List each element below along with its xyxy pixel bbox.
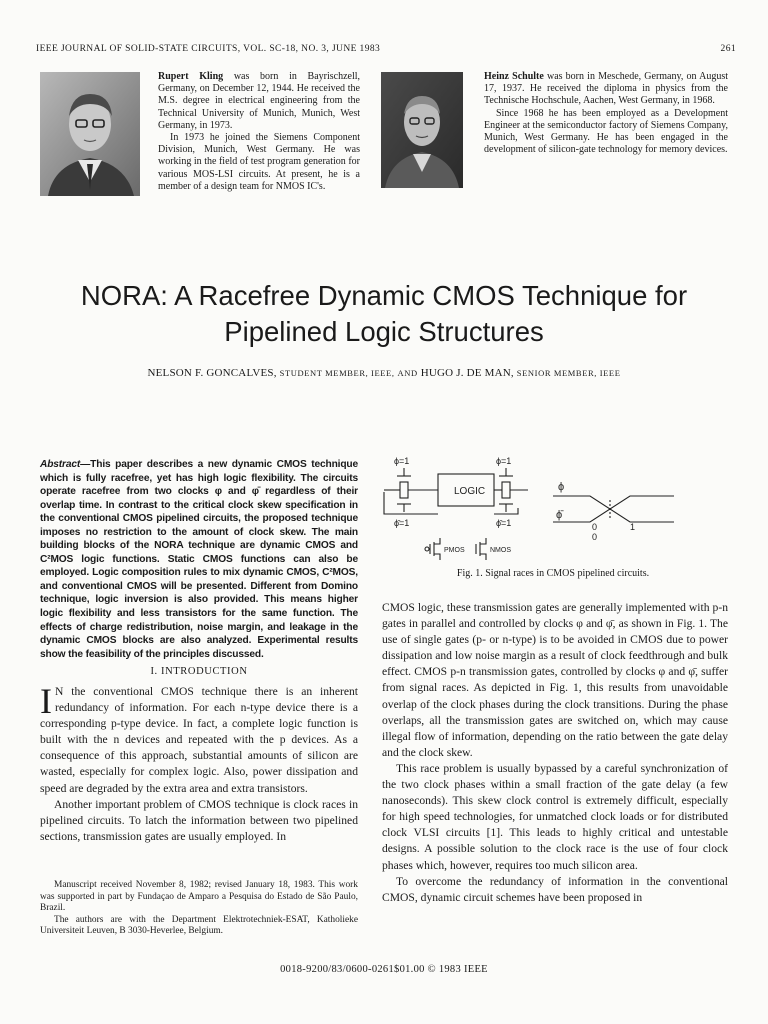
- footnote-affiliation: The authors are with the Department Elektrotechniek-ESAT, Katholieke Universiteit Leuven, B 3030-Heverlee, Belgium.: [40, 914, 358, 937]
- author-and: AND: [397, 368, 418, 378]
- bio-text: was born in Bayrischzell, Germany, on December 12, 1944. He received the M.S. degree in electrical engineering from the Technical University of Munich, Munich, West Germany, in 1973.: [158, 71, 361, 131]
- author-name: NELSON F. GONCALVES,: [147, 367, 277, 379]
- author-line: [40, 367, 728, 379]
- abstract-text: —This paper describes a new dynamic CMOS technique which is fully racefree, yet has high logic flexibility. The circuits operate racefree from two clocks φ and φ̄ regardless of their overlap time. In contrast to the critical clock skew specification in the conventional CMOS pipelined circuits, the proposed technique imposes no restriction to the amount of clock skew. The main building blocks of the NORA technique are dynamic CMOS and C²MOS logic functions. Static CMOS functions can also be employed. Logic composition rules to mix dynamic CMOS, C²MOS, and conventional CMOS will be presented. Different from Domino technique, logic inversion is also provided. This means higher logic flexibility and less transistors for the same function. The effects of charge redistribution, noise margin, and leakage in the dynamic CMOS blocks are also analyzed. Experimental results show the feasibility of the principles discussed.: [40, 459, 358, 660]
- phibar-label-right: ϕ̄=1: [496, 518, 512, 528]
- bio-text: In 1973 he joined the Siemens Component Division, Munich, West Germany. He was working in the field of test program generation for various MOS-LSI circuits. At present, he is a member of a design team for NMOS IC's.: [158, 132, 360, 192]
- bio-text: was born in Meschede, Germany, on August 17, 1937. He received the diploma in physics from the Technische Hochschule, Aachen, West Germany, in 1968.: [484, 71, 728, 107]
- author-role: SENIOR MEMBER, IEEE: [516, 368, 621, 378]
- phi-wave-label: ϕ: [558, 481, 565, 493]
- bio-name: Heinz Schulte: [484, 71, 544, 82]
- nmos-label: NMOS: [490, 547, 511, 554]
- wave-level-one: 1: [630, 522, 636, 532]
- pmos-label: PMOS: [444, 547, 465, 554]
- footnote: [40, 880, 358, 938]
- wave-level-zero-lower: 0: [592, 532, 598, 542]
- drop-cap: I: [40, 681, 52, 721]
- bio-schulte: [484, 71, 728, 156]
- paper-title: [40, 278, 728, 350]
- wave-level-zero: 0: [592, 522, 598, 532]
- copyright-line: 0018-9200/83/0600-0261$01.00 © 1983 IEEE: [280, 964, 488, 975]
- section-heading: I. INTRODUCTION: [150, 666, 248, 677]
- author-role: STUDENT MEMBER, IEEE,: [279, 368, 395, 378]
- body-paragraph: To overcome the redundancy of information in the conventional CMOS, dynamic circuit schemes have been proposed in: [382, 874, 728, 904]
- title-line: NORA: A Racefree Dynamic CMOS Technique for: [80, 280, 688, 311]
- author-photo-kling: [40, 72, 140, 196]
- journal-line: IEEE JOURNAL OF SOLID-STATE CIRCUITS, VOL. SC-18, NO. 3, JUNE 1983: [36, 44, 381, 54]
- phi-one-label-left: ϕ=1: [394, 456, 410, 466]
- page-number: 261: [720, 44, 736, 54]
- running-head: [36, 44, 736, 54]
- figure-caption: Fig. 1. Signal races in CMOS pipelined circuits.: [456, 568, 650, 579]
- title-line: Pipelined Logic Structures: [224, 316, 544, 347]
- body-paragraph: N the conventional CMOS technique there is an inherent redundancy of information. For each n-type device there is a corresponding p-type device. In fact, a complete logic function is built with the n devices and repeated with the p devices. As a consequence of this approach, substantial amounts of silicon are wasted, especially for complex logic. Also, power dissipation and speed are degraded by the extra area and extra transistors.: [40, 685, 358, 795]
- phibar-label-left: ϕ̄=1: [394, 518, 410, 528]
- bio-kling: [158, 71, 360, 193]
- intro-body: [40, 681, 358, 845]
- logic-label: LOGIC: [454, 486, 486, 497]
- bio-text: Since 1968 he has been employed as a Development Engineer at the semiconductor factory of Siemens Company, Munich, West Germany. He has been engaged in the development of silicon-gate technology for memory devices.: [484, 107, 728, 156]
- body-paragraph: CMOS logic, these transmission gates are generally implemented with p-n gates in parallel and controlled by clocks φ and φ̄, as shown in Fig. 1. The use of single gates (p- or n-type) is to be avoided in CMOS due to power dissipation and low noise margin as a result of clock feedthrough and bulk effect. CMOS p-n transmission gates, controlled by clocks φ and φ̄, suffer from signal races. As depicted in Fig. 1, this results from unavoidable overlap of the clock phases during the clock transitions. During the phase overlaps, all the transmission gates are switched on, which may cause illegal flow of information, depending on the ratio between the gate delay and the clock skew.: [382, 601, 728, 759]
- abstract-label: Abstract: [40, 459, 81, 470]
- phibar-wave-label: ϕ̄: [556, 509, 563, 521]
- figure-1-diagram: [378, 452, 728, 562]
- right-column-body: [382, 600, 728, 906]
- footnote-received: Manuscript received November 8, 1982; revised January 18, 1983. This work was supported in part by Fundaçao de Amparo a Pesquisa do Estado de São Paulo, Brazil.: [40, 880, 358, 914]
- bio-name: Rupert Kling: [158, 71, 224, 82]
- abstract: [40, 458, 358, 661]
- body-paragraph: Another important problem of CMOS technique is clock races in pipelined circuits. To latch the information between two pipelined sections, transmission gates are usually employed. In: [40, 797, 358, 843]
- author-name: HUGO J. DE MAN,: [420, 367, 514, 379]
- author-photo-schulte: [381, 72, 463, 188]
- phi-one-label-right: ϕ=1: [496, 456, 512, 466]
- body-paragraph: This race problem is usually bypassed by a careful synchronization of the two clock phases within a small fraction of the gate delay (a few nanoseconds). This skew clock control is extremely difficult, especially for high speed technologies, for unmatched clock loads or for distributed clock VLSI circuits [1]. This leads to highly critical and untestable designs. A possible solution to the clock race is the use of four clock phases which, however, requires too much silicon area.: [382, 761, 728, 872]
